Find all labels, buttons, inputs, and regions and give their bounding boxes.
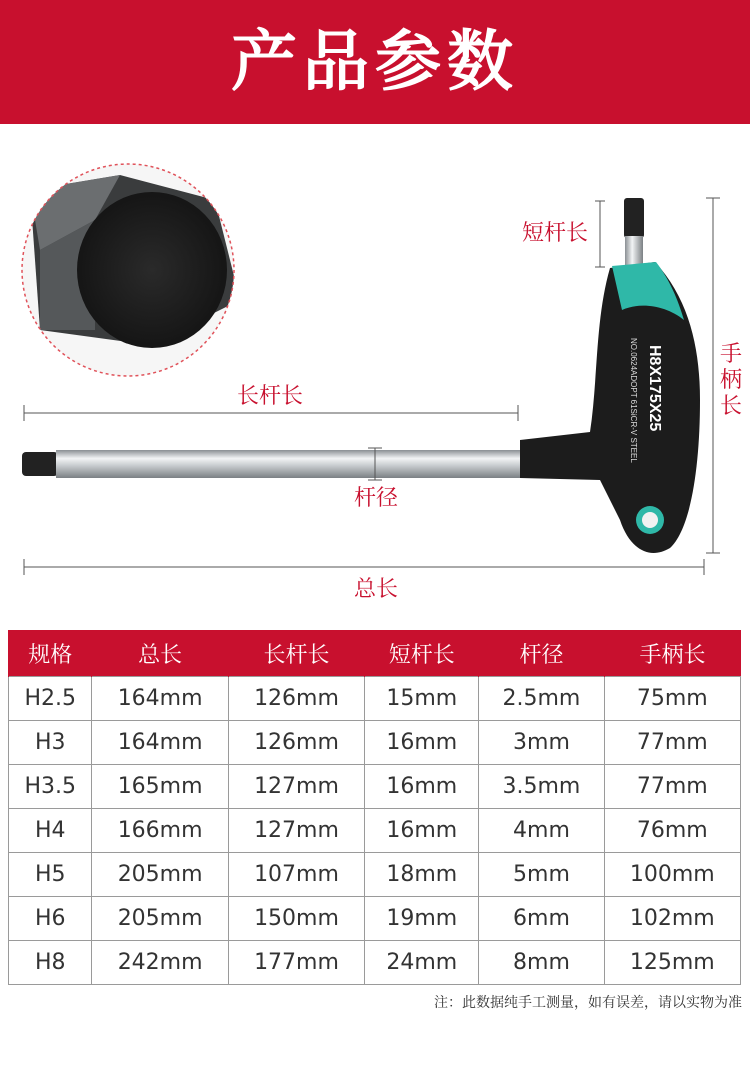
cell-total: 205mm	[92, 853, 228, 897]
cell-long-bar: 150mm	[228, 897, 364, 941]
diameter-label: 杆径	[354, 486, 399, 511]
cell-long-bar: 107mm	[228, 853, 364, 897]
long-bar-tip	[22, 452, 58, 476]
hex-tip-closeup	[22, 164, 240, 376]
wrench-material-print: NO.0624ADOPT 61SiCR-V STEEL	[629, 338, 638, 463]
spec-table	[8, 630, 741, 985]
long-bar-label: 长杆长	[237, 384, 304, 409]
cell-short-bar: 16mm	[365, 721, 479, 765]
wrench-handle	[520, 262, 700, 553]
header-spec: 规格	[9, 630, 92, 677]
cell-total: 164mm	[92, 677, 228, 721]
cell-spec: H2.5	[9, 677, 92, 721]
cell-total: 166mm	[92, 809, 228, 853]
header-handle: 手柄长	[604, 630, 740, 677]
cell-handle: 75mm	[604, 677, 740, 721]
cell-handle: 125mm	[604, 941, 740, 985]
cell-short-bar: 16mm	[365, 809, 479, 853]
table-row	[9, 765, 741, 809]
handle-length-label: 手柄长	[719, 342, 742, 419]
cell-long-bar: 127mm	[228, 809, 364, 853]
table-row	[9, 941, 741, 985]
cell-long-bar: 177mm	[228, 941, 364, 985]
cell-short-bar: 24mm	[365, 941, 479, 985]
page-title: 产品参数	[231, 23, 519, 100]
cell-spec: H3.5	[9, 765, 92, 809]
wrench-illustration	[0, 124, 750, 624]
total-length-label: 总长	[354, 577, 399, 602]
cell-total: 242mm	[92, 941, 228, 985]
cell-short-bar: 16mm	[365, 765, 479, 809]
cell-short-bar: 18mm	[365, 853, 479, 897]
cell-handle: 77mm	[604, 721, 740, 765]
cell-spec: H3	[9, 721, 92, 765]
cell-short-bar: 19mm	[365, 897, 479, 941]
cell-diameter: 8mm	[479, 941, 604, 985]
cell-spec: H4	[9, 809, 92, 853]
product-diagram	[0, 124, 750, 624]
cell-long-bar: 126mm	[228, 677, 364, 721]
cell-total: 165mm	[92, 765, 228, 809]
short-bar-tip	[624, 198, 644, 238]
cell-handle: 77mm	[604, 765, 740, 809]
table-row	[9, 677, 741, 721]
header-diameter: 杆径	[479, 630, 604, 677]
cell-spec: H8	[9, 941, 92, 985]
header-short-bar: 短杆长	[365, 630, 479, 677]
cell-spec: H6	[9, 897, 92, 941]
cell-spec: H5	[9, 853, 92, 897]
cell-total: 205mm	[92, 897, 228, 941]
cell-handle: 100mm	[604, 853, 740, 897]
cell-diameter: 2.5mm	[479, 677, 604, 721]
header-total: 总长	[92, 630, 228, 677]
table-row	[9, 809, 741, 853]
long-bar	[56, 450, 536, 478]
cell-total: 164mm	[92, 721, 228, 765]
cell-diameter: 5mm	[479, 853, 604, 897]
table-row	[9, 853, 741, 897]
table-row	[9, 897, 741, 941]
table-header-row	[9, 630, 741, 677]
cell-handle: 76mm	[604, 809, 740, 853]
cell-long-bar: 127mm	[228, 765, 364, 809]
cell-diameter: 3.5mm	[479, 765, 604, 809]
cell-diameter: 4mm	[479, 809, 604, 853]
measurement-note: 注：此数据纯手工测量，如有误差，请以实物为准	[434, 995, 742, 1011]
cell-handle: 102mm	[604, 897, 740, 941]
wrench-size-print: H8X175X25	[646, 345, 663, 432]
cell-diameter: 3mm	[479, 721, 604, 765]
header-long-bar: 长杆长	[228, 630, 364, 677]
short-bar-label: 短杆长	[522, 221, 589, 246]
table-row	[9, 721, 741, 765]
cell-long-bar: 126mm	[228, 721, 364, 765]
cell-diameter: 6mm	[479, 897, 604, 941]
cell-short-bar: 15mm	[365, 677, 479, 721]
